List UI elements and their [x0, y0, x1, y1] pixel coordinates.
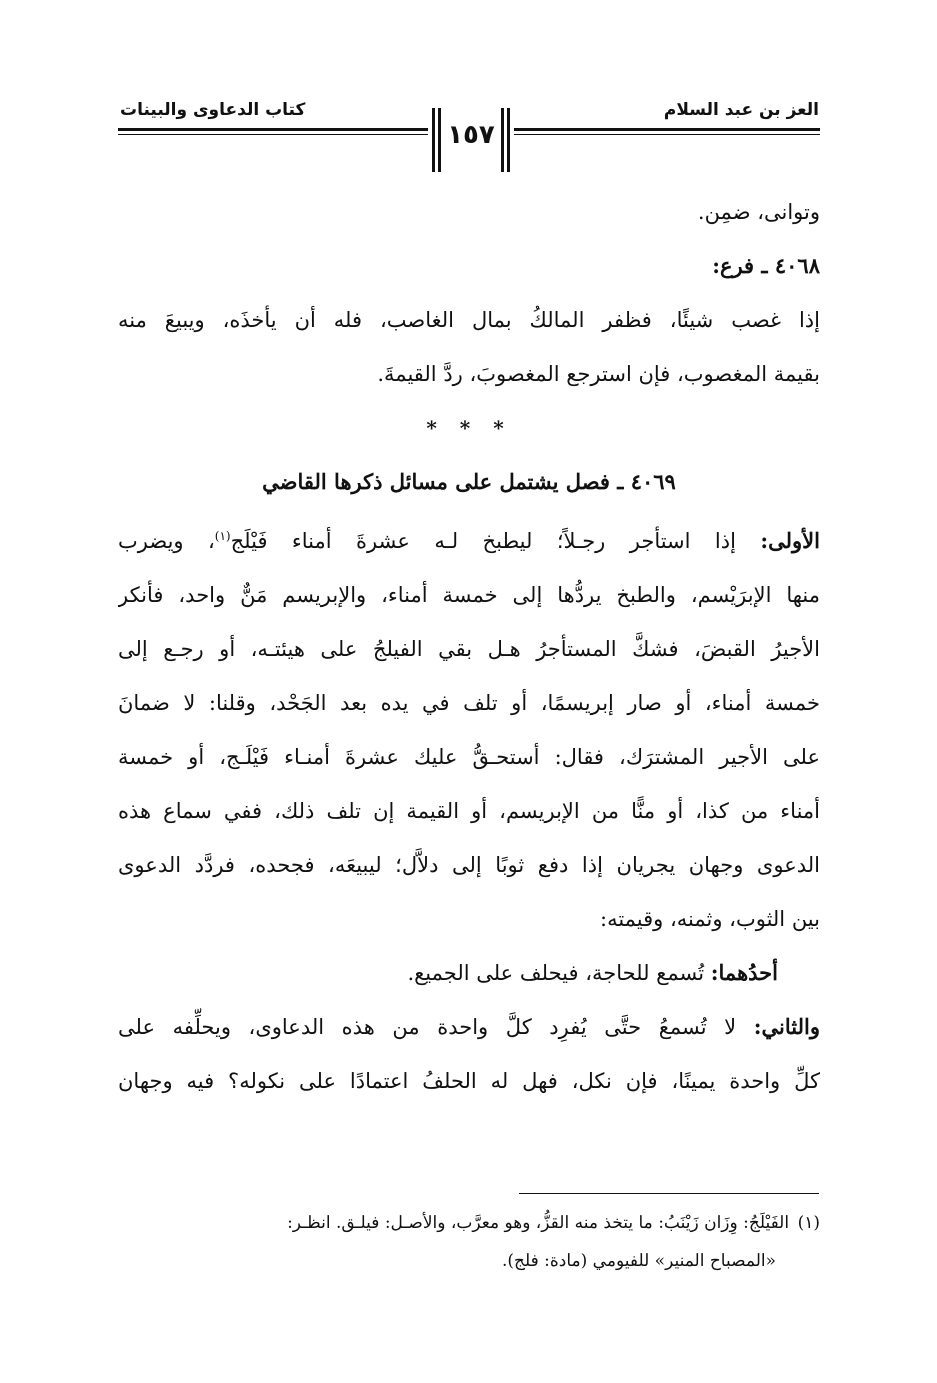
page-number: ١٥٧	[447, 120, 495, 150]
text-line: والثاني: لا تُسمعُ حتَّى يُفرِد كلَّ واحدة من هذه الدعاوى، ويحلِّفه على	[118, 1014, 820, 1039]
main-text	[118, 185, 820, 1108]
footnote-number: (١)	[797, 1213, 820, 1233]
text-line: منها الإبرَيْسم، والطبخ يردُّها إلى خمسة أمناء، والإبريسم مَنٌّ واحد، فأنكر	[118, 583, 820, 607]
text-line: إذا غصب شيئًا، فظفر المالكُ بمال الغاصب، فله أن يأخذَه، ويبيعَ منه	[118, 308, 820, 332]
footnote-rule	[519, 1193, 819, 1194]
text-line: خمسة أمناء، أو صار إبريسمًا، أو تلف في يده بعد الجَحْد، وقلنا: لا ضمانَ	[118, 691, 820, 715]
header-author: العز بن عبد السلام	[663, 100, 819, 120]
text-line: بقيمة المغصوب، فإن استرجع المغصوبَ، ردَّ القيمةَ.	[377, 362, 820, 386]
text-line: أحدُهما: تُسمع للحاجة، فيحلف على الجميع.	[407, 960, 778, 985]
footnote-line: (١) الفَيْلَجُ: وِزَان زَيْنَبُ: ما يتخذ منه القزُّ، وهو معرَّب، والأصـل: فيلـق. انظـر:	[287, 1213, 820, 1233]
paragraph-lead: أحدُهما:	[710, 960, 778, 985]
paragraph-lead: الأولى:	[760, 528, 820, 553]
footnote-marker[interactable]: (١)	[214, 529, 231, 543]
header-book-title: كتاب الدعاوى والبينات	[120, 100, 306, 120]
text-line: الأولى: إذا استأجر رجـلاً؛ ليطبخ لـه عشرةَ أمناء فَيْلَج$^{(١)}$، ويضرب	[118, 528, 820, 553]
text-line: على الأجير المشترَك، فقال: أستحـقُّ عليك عشرةَ أمنـاء فَيْلَـج، أو خمسة	[118, 745, 820, 769]
text-line: الدعوى وجهان يجريان إذا دفع ثوبًا إلى دلاَّل؛ ليبيعَه، فجحده، فردَّد الدعوى	[118, 853, 820, 877]
text-line: الأجيرُ القبضَ، فشكَّ المستأجرُ هـل بقي الفيلجُ على هيئتـه، أو رجـع إلى	[118, 637, 820, 661]
footnote-line: «المصباح المنير» للفيومي (مادة: فلج).	[501, 1251, 776, 1271]
section-heading-4068: ٤٠٦٨ ـ فرع:	[712, 253, 820, 278]
text-line: بين الثوب، وثمنه، وقيمته:	[600, 907, 820, 931]
section-divider-stars: * * *	[426, 416, 512, 440]
page-number-box	[428, 108, 514, 172]
text-line: وتوانى، ضمِن.	[697, 200, 820, 224]
footnote	[118, 1204, 820, 1280]
text-line: كلِّ واحدة يمينًا، فإن نكل، فهل له الحلفُ اعتمادًا على نكوله؟ فيه وجهان	[118, 1069, 820, 1093]
paragraph-lead: والثاني:	[753, 1014, 820, 1039]
section-heading-4069: ٤٠٦٩ ـ فصل يشتمل على مسائل ذكرها القاضي	[262, 469, 676, 494]
text-line: أمناء من كذا، أو منًّا من الإبريسم، أو القيمة إن تلف ذلك، ففي سماع هذه	[118, 799, 820, 823]
